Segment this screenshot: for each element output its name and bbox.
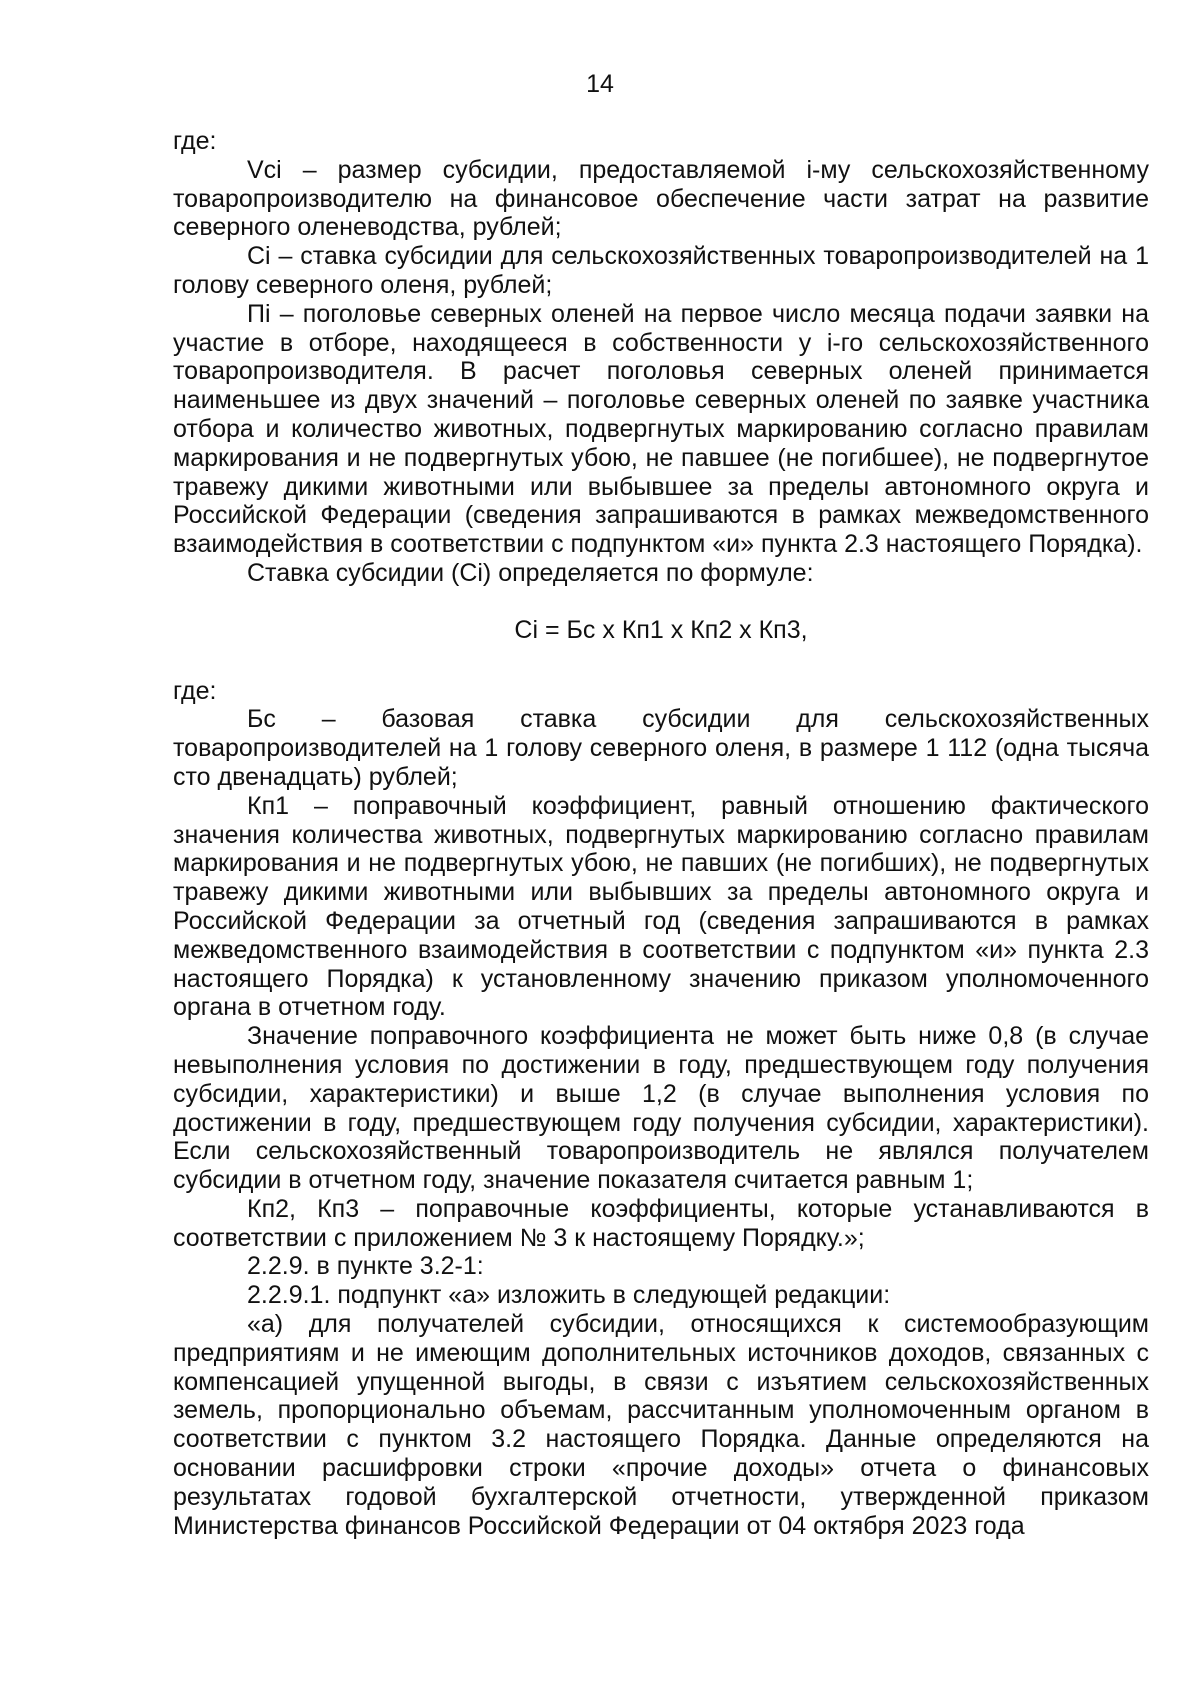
where-label-2: где: <box>173 676 217 705</box>
subclause-a: «а) для получателей субсидии, относящихся к системообразующим предприятиям и не имеющим дополнительных источников доходов, связанных с компенсацией упущенной выгоды, в связи с изъятием сельскохозяйственных земель, пропорционально объемам, рассчитанным уполномоченным органом в соответствии с пунктом 3.2 настоящего Порядка. Данные определяются на основании расшифровки строки «прочие доходы» отчета о финансовых результатах годовой бухгалтерской отчетности, утвержденной приказом Министерства финансов Российской Федерации от 04 октября 2023 года <box>173 1310 1149 1540</box>
definition-vci: Vci – размер субсидии, предоставляемой i-му сельскохозяйственному товаропроизводителю на финансовое обеспечение части затрат на развитие северного оленеводства, рублей; <box>173 155 1149 242</box>
formula-intro: Ставка субсидии (Ci) определяется по формуле: <box>247 558 814 587</box>
definition-kp1: Кп1 – поправочный коэффициент, равный отношению фактического значения количества животных, подвергнутых маркированию согласно правилам маркирования и не подвергнутых убою, не павших (не погибших), не подвергнутых травежу дикими животными или выбывших за пределы автономного округа и Российской Федерации за отчетный год (сведения запрашиваются в рамках межведомственного взаимодействия в соответствии с подпунктом «и» пункта 2.3 настоящего Порядка) к установленному значению приказом уполномоченного органа в отчетном году. <box>173 791 1149 1022</box>
definition-ci: Ci – ставка субсидии для сельскохозяйственных товаропроизводителей на 1 голову северного оленя, рублей; <box>173 242 1149 299</box>
definition-bs: Бс – базовая ставка субсидии для сельскохозяйственных товаропроизводителей на 1 голову северного оленя, в размере 1 112 (одна тысяча сто двенадцать) рублей; <box>173 705 1149 791</box>
correction-coefficient-paragraph: Значение поправочного коэффициента не может быть ниже 0,8 (в случае невыполнения условия по достижении в году, предшествующем году получения субсидии, характеристики) и выше 1,2 (в случае выполнения условия по достижении в году, предшествующем году получения субсидии, характеристики). Если сельскохозяйственный товаропроизводитель не являлся получателем субсидии в отчетном году, значение показателя считается равным 1; <box>173 1022 1149 1195</box>
page-number: 14 <box>586 70 614 98</box>
clause-2-2-9: 2.2.9. в пункте 3.2-1: <box>247 1252 484 1281</box>
clause-2-2-9-1: 2.2.9.1. подпункт «а» изложить в следующей редакции: <box>247 1281 891 1310</box>
definition-pi: Пi – поголовье северных оленей на первое число месяца подачи заявки на участие в отборе, находящееся в собственности у i-го сельскохозяйственного товаропроизводителя. В расчет поголовья северных оленей принимается наименьшее из двух значений – поголовье северных оленей по заявке участника отбора и количество животных, подвергнутых маркированию согласно правилам маркирования и не подвергнутых убою, не павшее (не погибшее), не подвергнутое травежу дикими животными или выбывшее за пределы автономного округа и Российской Федерации (сведения запрашиваются в рамках межведомственного взаимодействия в соответствии с подпунктом «и» пункта 2.3 настоящего Порядка). <box>173 299 1149 559</box>
where-label: где: <box>173 127 217 155</box>
document-body <box>173 127 1149 1540</box>
formula: Ci = Бс x Кп1 x Кп2 x Кп3, <box>514 615 808 644</box>
definition-kp2-kp3: Кп2, Кп3 – поправочные коэффициенты, которые устанавливаются в соответствии с приложением № 3 к настоящему Порядку.»; <box>173 1194 1149 1252</box>
